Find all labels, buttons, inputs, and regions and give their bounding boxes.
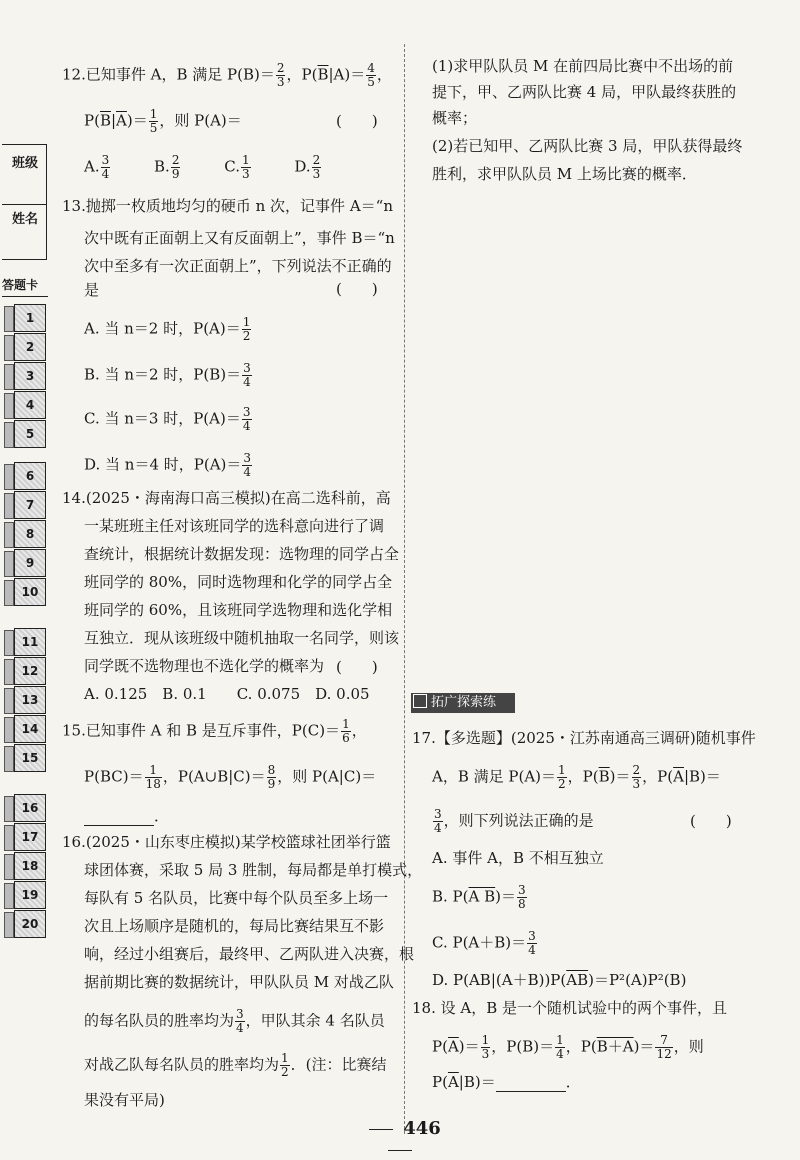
q16-part1-line-3: 概率；: [432, 109, 478, 127]
q15-line-2: P(BC)＝ $\frac{1}{18}$ ，P(A∪B|C)＝ $\frac{8}{9}$ ，则 P(A|C)＝: [84, 763, 377, 791]
answer-tab-1[interactable]: 1: [4, 304, 48, 331]
q16-part1-line-1: (1)求甲队队员 M 在前四局比赛中不出场的前: [432, 57, 734, 75]
q13-line-4: 是: [84, 281, 100, 299]
q15-line-1: 15.已知事件 A 和 B 是互斥事件，P(C)＝ $\frac{1}{6}$ ，: [62, 717, 367, 745]
q17-option-c: C. P(A＋B)＝ $\frac{3}{4}$: [432, 929, 536, 957]
q16-line-1: 16.(2025・山东枣庄模拟)某学校篮球社团举行篮: [62, 833, 391, 851]
q13-option-a: A. 当 n＝2 时，P(A)＝ $\frac{1}{2}$: [84, 315, 251, 343]
q12-answer-paren[interactable]: ( ): [336, 112, 378, 130]
q14-line-4: 班同学的 80%，同时选物理和化学的同学占全: [84, 573, 393, 591]
q12-line-2: $P(\overline{B}|\overline{A})=$ $\frac{1}{5}$ ，则 P(A)＝: [84, 107, 242, 135]
answer-tab-19[interactable]: 19: [4, 881, 48, 908]
answer-tab-6[interactable]: 6: [4, 462, 48, 489]
answer-tab-16[interactable]: 16: [4, 794, 48, 821]
q18-answer-blank[interactable]: [496, 1077, 566, 1092]
q18-line-3: $P(\overline{A}|B)=$ ．: [432, 1073, 581, 1091]
q16-line-8: 对战乙队每名队员的胜率均为 $\frac{1}{2}$ ．(注：比赛结: [84, 1051, 387, 1079]
answer-card-label: 答题卡: [2, 276, 48, 297]
q17-answer-paren[interactable]: ( ): [690, 812, 732, 830]
q15-answer-blank[interactable]: [84, 811, 154, 826]
q14-line-2: 一某班班主任对该班同学的选科意向进行了调: [84, 517, 385, 535]
answer-tab-7[interactable]: 7: [4, 491, 48, 518]
answer-tab-11[interactable]: 11: [4, 628, 48, 655]
q17-option-b: B. P(A B)＝ $\frac{3}{8}$: [432, 883, 526, 911]
answer-tabs-16-20: [4, 794, 48, 939]
q16-part2-line-2: 胜利，求甲队队员 M 上场比赛的概率．: [432, 165, 697, 183]
q16-part1-line-2: 提下，甲、乙两队比赛 4 局，甲队最终获胜的: [432, 83, 737, 101]
q16-line-6: 据前期比赛的数据统计，甲队队员 M 对战乙队: [84, 973, 394, 991]
q16-line-3: 每队有 5 名队员，比赛中每个队员至多上场一: [84, 889, 389, 907]
q12-options: A. $\frac{3}{4}$ B. $\frac{2}{9}$ C. $\frac{1}{3}$ D. $\frac{2}{3}$: [84, 153, 321, 181]
answer-tab-14[interactable]: 14: [4, 715, 48, 742]
q16-part2-line-1: (2)若已知甲、乙两队比赛 3 局，甲队获得最终: [432, 137, 743, 155]
q17-line-3: $\frac{3}{4}$ ，则下列说法正确的是: [434, 807, 594, 835]
q13-option-c: C. 当 n＝3 时，P(A)＝ $\frac{3}{4}$: [84, 405, 251, 433]
q13-option-d: D. 当 n＝4 时，P(A)＝ $\frac{3}{4}$: [84, 451, 252, 479]
q18-line-1: 18. 设 A，B 是一个随机试验中的两个事件，且: [412, 999, 728, 1017]
name-label: 姓名: [11, 212, 38, 227]
q17-option-d: D. $P(AB|(A+B))P(\overline{AB})=P^2(A)P^2(B)$: [432, 971, 687, 989]
q14-line-5: 班同学的 60%，且该班同学选物理和选化学相: [84, 601, 393, 619]
q16-line-2: 球团体赛，采取 5 局 3 胜制，每局都是单打模式，: [84, 861, 423, 879]
q17-line-2: A，B 满足 P(A)＝ $\frac{1}{2}$ ，$P(\overline{B})=$ $\frac{2}{3}$ ，$P(\overline{A}|B)=$: [432, 763, 721, 791]
q14-line-7: 同学既不选物理也不选化学的概率为: [84, 657, 325, 675]
answer-tabs-6-10: [4, 462, 48, 607]
q13-line-3: 次中至多有一次正面朝上”，下列说法不正确的: [84, 257, 392, 275]
q18-line-2: $P(\overline{A})=$ $\frac{1}{3}$ ，P(B)＝ $\frac{1}{4}$ ，P(B＋A)＝ $\frac{7}{12}$ ，则: [432, 1033, 704, 1061]
answer-tab-20[interactable]: 20: [4, 910, 48, 937]
answer-tab-18[interactable]: 18: [4, 852, 48, 879]
answer-tab-9[interactable]: 9: [4, 549, 48, 576]
q13-line-2: 次中既有正面朝上又有反面朝上”，事件 B＝“n: [84, 229, 395, 247]
q13-option-b: B. 当 n＝2 时，P(B)＝ $\frac{3}{4}$: [84, 361, 251, 389]
q13-line-1: 13.抛掷一枚质地均匀的硬币 n 次，记事件 A＝“n: [62, 197, 393, 215]
answer-tabs-1-5: [4, 304, 48, 449]
q17-line-1: 17.【多选题】(2025・江苏南通高三调研)随机事件: [412, 729, 756, 747]
answer-tab-5[interactable]: 5: [4, 420, 48, 447]
answer-tab-13[interactable]: 13: [4, 686, 48, 713]
answer-tab-8[interactable]: 8: [4, 520, 48, 547]
q14-line-3: 查统计，根据统计数据发现：选物理的同学占全: [84, 545, 400, 563]
section-book-icon: [413, 694, 427, 708]
answer-tab-2[interactable]: 2: [4, 333, 48, 360]
answer-tab-17[interactable]: 17: [4, 823, 48, 850]
answer-tab-10[interactable]: 10: [4, 578, 48, 605]
q16-line-4: 次且上场顺序是随机的，每局比赛结果互不影: [84, 917, 385, 935]
q13-answer-paren[interactable]: ( ): [336, 280, 378, 298]
answer-tab-15[interactable]: 15: [4, 744, 48, 771]
q14-options: A. 0.125 B. 0.1 C. 0.075 D. 0.05: [84, 685, 370, 703]
page-number: 446: [340, 1118, 460, 1160]
answer-tab-4[interactable]: 4: [4, 391, 48, 418]
q15-line-3: ．: [84, 806, 169, 826]
answer-tab-3[interactable]: 3: [4, 362, 48, 389]
q14-answer-paren[interactable]: ( ): [336, 658, 378, 676]
q14-line-6: 互独立．现从该班级中随机抽取一名同学，则该: [84, 629, 400, 647]
q16-line-7: 的每名队员的胜率均为 $\frac{3}{4}$ ，甲队其余 4 名队员: [84, 1007, 385, 1035]
answer-tab-12[interactable]: 12: [4, 657, 48, 684]
q14-line-1: 14.(2025・海南海口高三模拟)在高二选科前，高: [62, 489, 391, 507]
q17-option-a: A. 事件 A，B 不相互独立: [432, 849, 604, 867]
section-tag: 拓广探索练: [411, 693, 515, 713]
column-divider: [404, 44, 405, 1134]
answer-tabs-11-15: [4, 628, 48, 773]
q12-line-1: 12.已知事件 A，B 满足 P(B)＝ $\frac{2}{3}$ ，$P(\overline{B}|A)=$ $\frac{4}{5}$ ，: [62, 61, 392, 89]
q16-line-9: 果没有平局): [84, 1091, 165, 1109]
class-label: 班级: [11, 156, 38, 171]
q16-line-5: 响，经过小组赛后，最终甲、乙两队进入决赛，根: [84, 945, 415, 963]
